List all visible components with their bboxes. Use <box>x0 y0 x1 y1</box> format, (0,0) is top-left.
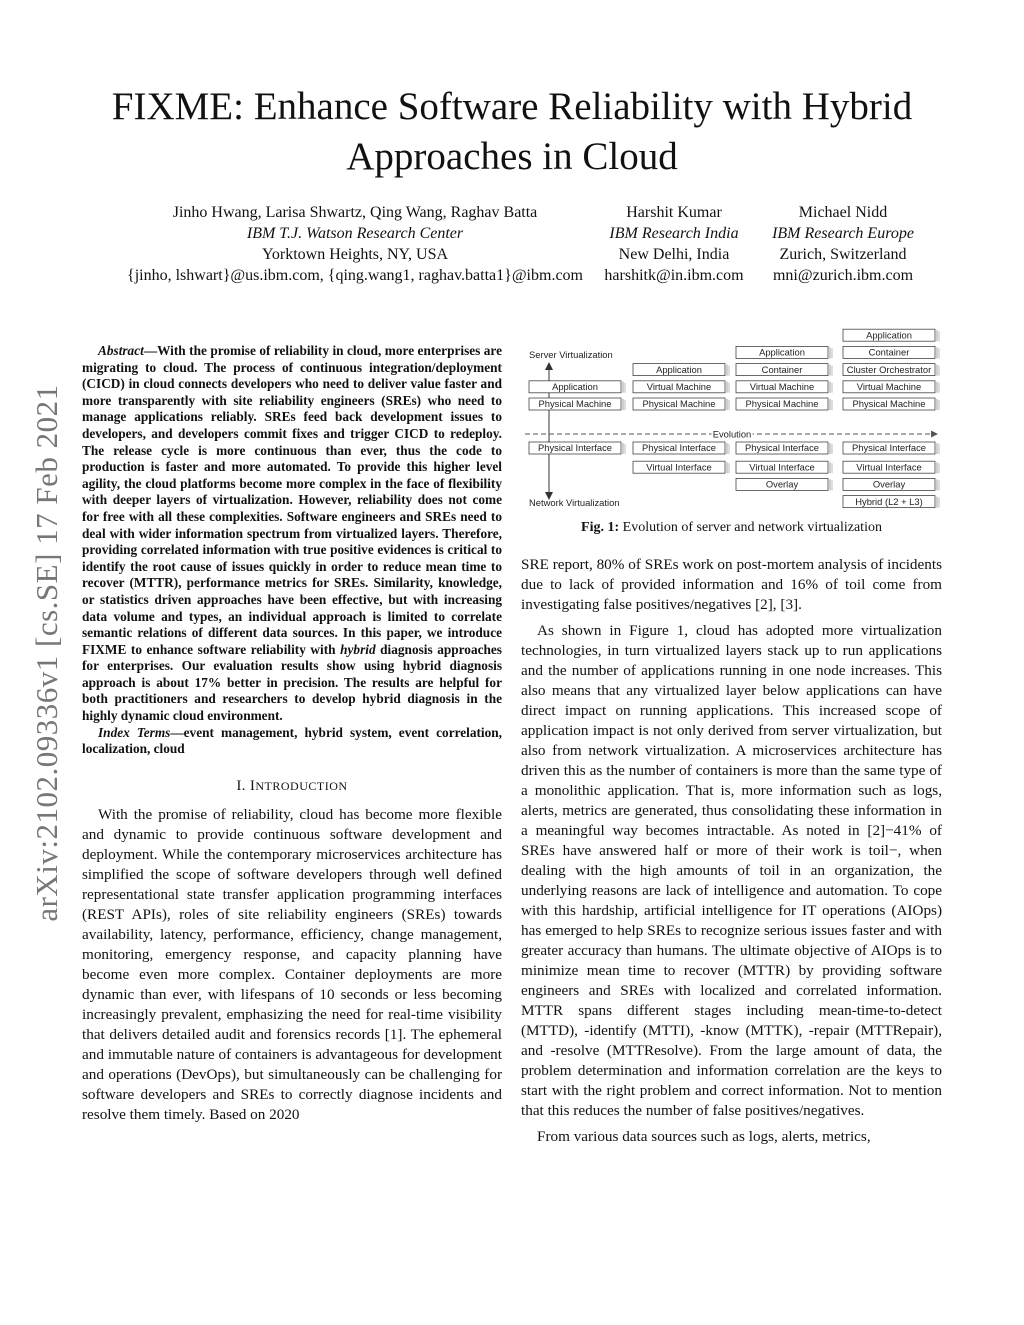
virtualization-evolution-diagram <box>521 329 942 515</box>
evolution-label: Evolution <box>712 428 752 440</box>
author-names: Harshit Kumar <box>626 204 722 221</box>
col2-lower-1-label: Physical Interface <box>642 442 716 454</box>
left-column <box>82 343 502 1131</box>
col4-upper-2-label: Container <box>868 346 910 358</box>
arxiv-identifier-margin <box>27 360 67 945</box>
author-group-3 <box>758 202 928 286</box>
col3-upper-4-label: Physical Machine <box>745 398 819 410</box>
abstract-hybrid-emph: hybrid <box>340 641 376 657</box>
col1-upper-2-label: Physical Machine <box>538 398 612 410</box>
col4-upper-1-label: Application <box>866 329 912 341</box>
col1-upper-1-label: Application <box>552 381 598 392</box>
col3-lower-2-label: Virtual Interface <box>749 461 815 473</box>
author-location: New Delhi, India <box>618 246 730 263</box>
arxiv-id: arXiv:2102.09336v1 [cs.SE] 17 Feb 2021 <box>29 383 64 922</box>
col3-lower-1-label: Physical Interface <box>745 442 819 454</box>
author-names: Jinho Hwang, Larisa Shwartz, Qing Wang, Raghav Batta <box>172 204 538 221</box>
col2-upper-3-label: Physical Machine <box>642 398 716 410</box>
paragraph: As shown in Figure 1, cloud has adopted more virtualization technologies, in turn virtualized layers stack up to run applications and the number of applications running in one node increases. This also means that any virtualized layer below applications can have direct impact on running applications. This increased scope of application impact is not only derived from server virtualization, but also from network virtualization. A microservices architecture has driven this as the number of containers is more than the same type of a monolithic application. That is, more information such as logs, alerts, metrics are generated, thus consolidating these information in a meaningful way becomes intractable. As noted in [2]−41% of SREs have answered half or more of their work is toil−, when dealing with the high amounts of toil in an organization, the underlying reasons are lack of intelligence and automation. To cope with this hardship, artificial intelligence for IT operations (AIOps) has emerged to help SREs to recognize serious issues faster and with greater accuracy than humans. The ultimate objective of AIOps is to minimize mean time to recover (MTTR) by providing software engineers and SREs with localized and correlated information. MTTR spans different stages including mean-time-to-detect (MTTD), -identify (MTTI), -know (MTTK), -repair (MTTRepair), and -resolve (MTTResolve). From the large amount of data, the problem determination and information correlation are the keys to start with the right problem and correct information. Not to mention that this reduces the number of false positives/negatives. <box>521 622 942 1119</box>
col4-lower-4-label: Hybrid (L2 + L3) <box>855 495 923 507</box>
abstract <box>82 343 502 758</box>
index-terms-label: Index Terms <box>98 724 171 740</box>
col3-lower-3-label: Overlay <box>765 478 799 490</box>
figure-1 <box>521 329 942 515</box>
col1-lower-1-label: Physical Interface <box>538 442 612 454</box>
col3-upper-2-label: Container <box>761 363 803 375</box>
col2-upper-1-label: Application <box>656 363 702 375</box>
author-location: Zurich, Switzerland <box>779 246 907 263</box>
arrow-right-icon <box>931 431 938 438</box>
author-email: {jinho, lshwart}@us.ibm.com, {qing.wang1, raghav.batta1}@ibm.com <box>127 267 583 284</box>
intro-paragraph: With the promise of reliability, cloud has become more flexible and dynamic to provide continuous software development and deployment. While the contemporary microservices architecture has simplified the scope of software developers through well defined representational state transfer application programming interfaces (REST APIs), roles of site reliability engineers (SREs) towards availability, latency, performance, efficiency, change management, monitoring, emergency response, and capacity planning have become even more complex. Container deployments are more dynamic than ever, with lifespans of 10 seconds or less becoming increasingly prevalent, emphasizing the need for real-time visibility that delivers detailed audit and forensics records [1]. The ephemeral and immutable nature of containers is advantageous for development and operations (DevOps), but simultaneously can be challenging for software developers and SREs to correctly diagnose incidents and resolve them timely. Based on 2020 <box>82 805 502 1123</box>
col3-upper-3-label: Virtual Machine <box>749 381 815 392</box>
arrow-up-icon <box>545 362 553 370</box>
author-location: Yorktown Heights, NY, USA <box>261 246 449 263</box>
right-column <box>521 555 942 1153</box>
abstract-text: —With the promise of reliability in cloud, more enterprises are migrating to cloud. The process of continuous integration/deployment (CICD) in cloud connects developers who need to deliver value faster and more transparently with site reliability engineers (SREs) who need to manage applications reliably. SREs feed back development issues to developers, and developers commit fixes and trigger CICD to redeploy. The release cycle is more continuous than ever, thus the code to production is faster and more automated. To provide this higher level agility, the cloud platforms become more complex in the face of flexibility with deeper layers of virtualization. However, reliability does not come for free with all these complexities. Software engineers and SREs need to deal with wider information spectrum from virtualized layers. Therefore, providing correlated information with true positive evidences is critical to identify the root cause of issues quickly in order to reduce mean time to recover (MTTR), performance metrics for SREs. Similarity, knowledge, or statistics driven approaches have been effective, but with increasing data volume and types, an individual approach is limited to correlate semantic relations of different data sources. In this paper, we introduce FIXME to enhance software reliability with <box>82 343 502 657</box>
index-terms-text: —event management, hybrid system, event correlation, localization, cloud <box>82 724 502 757</box>
col4-upper-5-label: Physical Machine <box>852 398 926 410</box>
author-group-2 <box>594 202 754 286</box>
col2-lower-2-label: Virtual Interface <box>646 461 712 473</box>
col4-lower-3-label: Overlay <box>872 478 906 490</box>
col2-upper-2-label: Virtual Machine <box>646 381 712 392</box>
author-affiliation: IBM Research India <box>609 225 739 242</box>
section-heading-introduction: I. INTRODUCTION <box>236 777 348 794</box>
col3-upper-1-label: Application <box>759 346 805 358</box>
paper-title: FIXME: Enhance Software Reliability with Hybrid Approaches in Cloud <box>111 85 913 178</box>
network-virtualization-label: Network Virtualization <box>529 497 620 508</box>
col4-lower-1-label: Physical Interface <box>852 442 926 454</box>
abstract-label: Abstract <box>98 343 144 358</box>
author-email: harshitk@in.ibm.com <box>604 267 744 284</box>
col4-upper-4-label: Virtual Machine <box>856 381 922 392</box>
paragraph: From various data sources such as logs, alerts, metrics, <box>537 1128 871 1145</box>
author-names: Michael Nidd <box>798 204 888 221</box>
intro-body-left <box>82 805 502 1125</box>
col4-lower-2-label: Virtual Interface <box>856 461 922 473</box>
author-affiliation: IBM T.J. Watson Research Center <box>246 225 464 242</box>
paragraph: SRE report, 80% of SREs work on post-mortem analysis of incidents due to lack of provided information and 16% of toil come from investigating false positives/negatives [2], [3]. <box>521 556 942 613</box>
author-group-1 <box>90 202 620 286</box>
col4-upper-3-label: Cluster Orchestrator <box>846 363 932 375</box>
server-virtualization-label: Server Virtualization <box>529 349 613 360</box>
author-affiliation: IBM Research Europe <box>772 225 914 242</box>
figure-caption: Fig. 1: Evolution of server and network virtualization <box>581 520 882 535</box>
author-email: mni@zurich.ibm.com <box>772 267 914 284</box>
abstract-text-end: diagnosis approaches for enterprises. Our evaluation results show using hybrid diagnosis approach is about 17% better in precision. The results are helpful for both practitioners and researchers to develop hybrid diagnosis in the highly dynamic cloud environment. <box>82 641 502 724</box>
